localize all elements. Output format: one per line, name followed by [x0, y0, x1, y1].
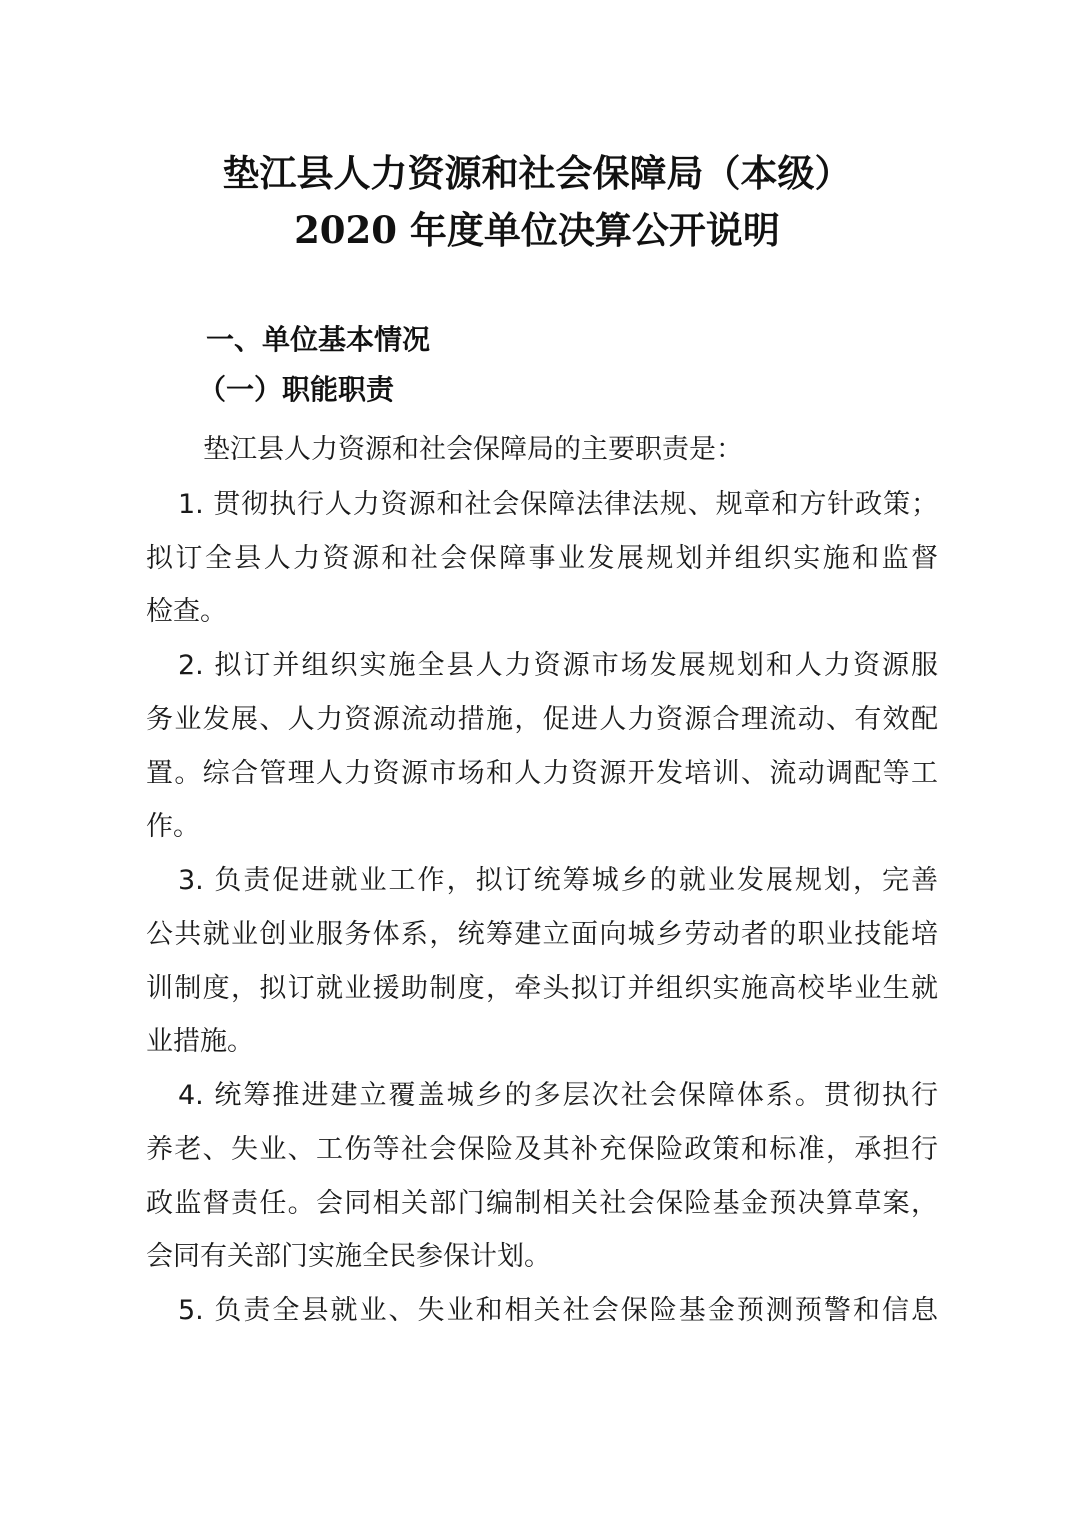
item-2-line-3: 置。综合管理人力资源市场和人力资源开发培训、流动调配等工 — [146, 758, 938, 789]
document-title-line-2: 2020 年度单位决算公开说明 — [294, 208, 780, 252]
intro-paragraph: 垫江县人力资源和社会保障局的主要职责是： — [203, 434, 743, 465]
item-3-line-3: 训制度，拟订就业援助制度，牵头拟订并组织实施高校毕业生就 — [146, 973, 938, 1004]
document-title-line-1: 垫江县人力资源和社会保障局（本级） — [222, 151, 852, 195]
item-2-line-1: 2. 拟订并组织实施全县人力资源市场发展规划和人力资源服 — [178, 650, 938, 681]
subsection-heading-duties: （一）职能职责 — [198, 373, 395, 406]
item-4-line-3: 政监督责任。会同相关部门编制相关社会保险基金预决算草案， — [146, 1188, 938, 1219]
section-heading-basic-info: 一、单位基本情况 — [206, 323, 431, 356]
item-1-line-1: 1. 贯彻执行人力资源和社会保障法律法规、规章和方针政策； — [178, 489, 938, 520]
item-1-line-3: 检查。 — [146, 596, 227, 627]
item-3-line-4: 业措施。 — [146, 1026, 254, 1057]
item-3-line-1: 3. 负责促进就业工作，拟订统筹城乡的就业发展规划，完善 — [178, 865, 938, 896]
item-1-line-2: 拟订全县人力资源和社会保障事业发展规划并组织实施和监督 — [146, 543, 938, 574]
item-4-line-4: 会同有关部门实施全民参保计划。 — [146, 1241, 551, 1272]
item-4-line-2: 养老、失业、工伤等社会保险及其补充保险政策和标准，承担行 — [146, 1134, 938, 1165]
item-4-line-1: 4. 统筹推进建立覆盖城乡的多层次社会保障体系。贯彻执行 — [178, 1080, 938, 1111]
item-5-line-1: 5. 负责全县就业、失业和相关社会保险基金预测预警和信息 — [178, 1295, 938, 1326]
item-3-line-2: 公共就业创业服务体系，统筹建立面向城乡劳动者的职业技能培 — [146, 919, 938, 950]
item-2-line-4: 作。 — [146, 811, 200, 842]
item-2-line-2: 务业发展、人力资源流动措施，促进人力资源合理流动、有效配 — [146, 704, 938, 735]
